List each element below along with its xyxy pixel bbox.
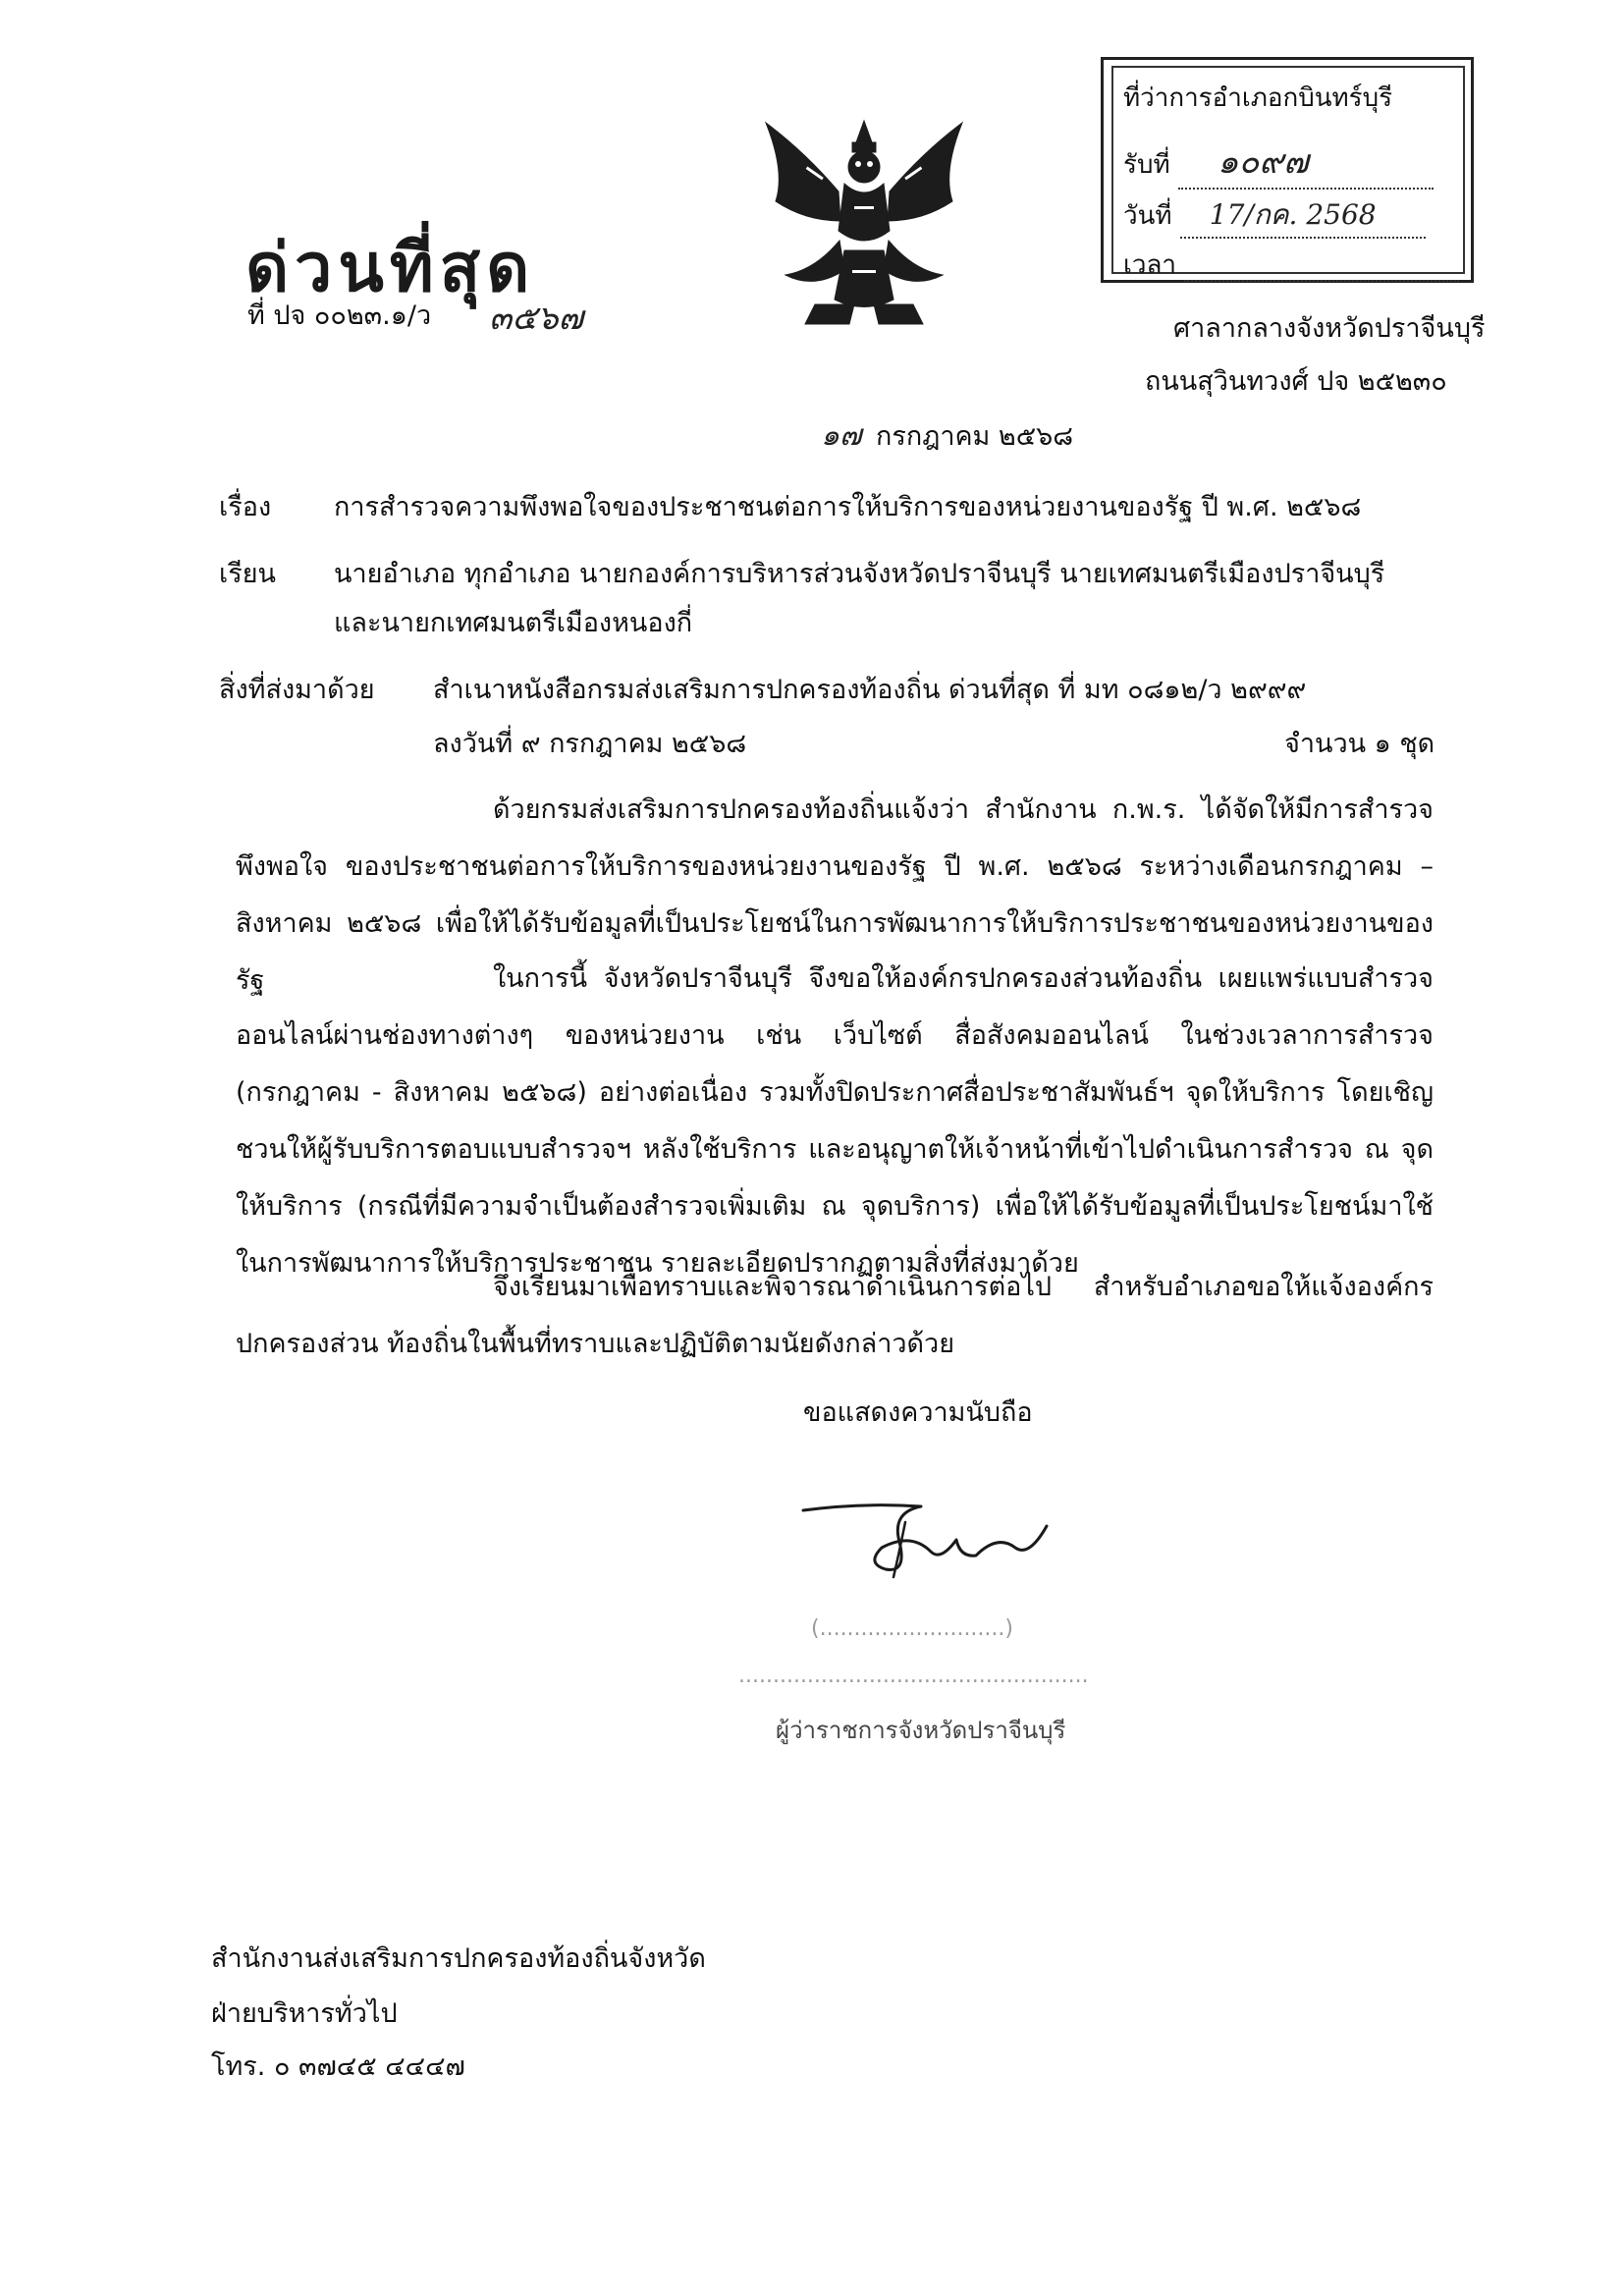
signatory-position-faded: ...................................................: [738, 1664, 1089, 1688]
office-name: ศาลากลางจังหวัดปราจีนบุรี: [1173, 313, 1486, 344]
footer-department: สำนักงานส่งเสริมการปกครองท้องถิ่นจังหวัด: [211, 1943, 706, 1974]
enclosure-line-1: สำเนาหนังสือกรมส่งเสริมการปกครองท้องถิ่น ด่วนที่สุด ที่ มท ๐๘๑๒/ว ๒๙๙๙: [433, 675, 1307, 705]
signature-icon: [784, 1483, 1078, 1591]
stamp-date-row: [1123, 193, 1426, 239]
priority-heading: ด่วนที่สุด: [245, 229, 536, 307]
enclosure-line-2: ลงวันที่ ๙ กรกฎาคม ๒๕๖๘: [433, 729, 747, 759]
body-paragraph-2: [236, 951, 1434, 1292]
signatory-name-faded: (...........................): [811, 1616, 1013, 1641]
body-paragraph-1-first: ด้วยกรมส่งเสริมการปกครองท้องถิ่นแจ้งว่า สำนักงาน ก.พ.ร. ได้จัดให้มีการสำรวจพึงพอใจ: [236, 794, 1434, 882]
garuda-emblem-icon: [746, 113, 982, 339]
stamp-receive-label: รับที่: [1123, 150, 1170, 180]
date-day-handwritten: ๑๗: [821, 418, 862, 453]
to-line-2: และนายกเทศมนตรีเมืองหนองกี่: [334, 608, 693, 638]
receipt-stamp: [1101, 57, 1474, 283]
enclosure-label: สิ่งที่ส่งมาด้วย: [219, 675, 375, 705]
stamp-org: ที่ว่าการอำเภอกบินทร์บุรี: [1123, 83, 1393, 113]
footer-section: ฝ่ายบริหารทั่วไป: [211, 1998, 398, 2029]
footer-phone: โทร. ๐ ๓๗๔๕ ๔๔๔๗: [211, 2051, 465, 2082]
document-date: กรกฎาคม ๒๕๖๘: [876, 421, 1074, 452]
stamp-receive-value: ๑๐๙๗: [1217, 142, 1309, 182]
body-paragraph-2-rest: ออนไลน์ผ่านช่องทางต่างๆ ของหน่วยงาน เช่น เว็บไซต์ สื่อสังคมออนไลน์ ในช่วงเวลาการสำรวจ (กรกฎาคม - สิงหาคม ๒๕๖๘) อย่างต่อเนื่อง รวมทั้งปิดประกาศสื่อประชาสัมพันธ์ฯ จุดให้บริการ โดยเชิญชวนให้ผู้รับบริการตอบแบบสำรวจฯ หลังใช้บริการ และอนุญาตให้เจ้าหน้าที่เข้าไปดำเนินการสำรวจ ณ จุดให้บริการ (กรณีที่มีความจำเป็นต้องสำรวจเพิ่มเติม ณ จุดบริการ) เพื่อให้ได้รับข้อมูลที่เป็นประโยชน์มาใช้ในการพัฒนาการให้บริการประชาชน รายละเอียดปรากฏตามสิ่งที่ส่งมาด้วย: [236, 1020, 1434, 1279]
to-line-1: นายอำเภอ ทุกอำเภอ นายกองค์การบริหารส่วนจังหวัดปราจีนบุรี นายเทศมนตรีเมืองปราจีนบุรี: [334, 559, 1385, 589]
body-paragraph-3-rest: ท้องถิ่นในพื้นที่ทราบและปฏิบัติตามนัยดังกล่าวด้วย: [387, 1329, 955, 1359]
enclosure-count: จำนวน ๑ ชุด: [1284, 729, 1435, 759]
ref-number-handwritten: ๓๕๖๗: [489, 299, 584, 338]
subject-text: การสำรวจความพึงพอใจของประชาชนต่อการให้บริการของหน่วยงานของรัฐ ปี พ.ศ. ๒๕๖๘: [334, 492, 1362, 522]
body-paragraph-3: [236, 1259, 1434, 1373]
stamp-date-label: วันที่: [1123, 201, 1172, 231]
body-paragraph-3-first: จึงเรียนมาเพื่อทราบและพิจารณาดำเนินการต่อไป สำหรับอำเภอขอให้แจ้งองค์กรปกครองส่วน: [236, 1272, 1434, 1359]
stamp-date-value: 17/กค. 2568: [1209, 198, 1377, 231]
ref-number: ที่ ปจ ๐๐๒๓.๑/ว: [247, 301, 432, 331]
to-label: เรียน: [219, 559, 277, 589]
body-paragraph-1-rest: ของประชาชนต่อการให้บริการของหน่วยงานของรัฐ ปี พ.ศ. ๒๕๖๘ ระหว่างเดือนกรกฎาคม – สิงหาคม ๒๕๖๘ เพื่อให้ได้รับข้อมูลที่เป็นประโยชน์ในการพัฒนาการให้บริการประชาชนของหน่วยงานของรัฐ: [236, 851, 1434, 996]
office-address: ถนนสุวินทวงศ์ ปจ ๒๕๒๓๐: [1145, 366, 1447, 397]
stamp-time-label: เวลา: [1123, 250, 1177, 280]
body-paragraph-2-first: ในการนี้ จังหวัดปราจีนบุรี จึงขอให้องค์กรปกครองส่วนท้องถิ่น เผยแพร่แบบสำรวจ: [493, 963, 1434, 994]
subject-label: เรื่อง: [219, 492, 272, 522]
stamp-time-row: [1123, 245, 1459, 285]
signatory-title: ผู้ว่าราชการจังหวัดปราจีนบุรี: [776, 1717, 1066, 1744]
stamp-receive-row: [1123, 135, 1434, 190]
closing-regards: ขอแสดงความนับถือ: [803, 1397, 1033, 1428]
